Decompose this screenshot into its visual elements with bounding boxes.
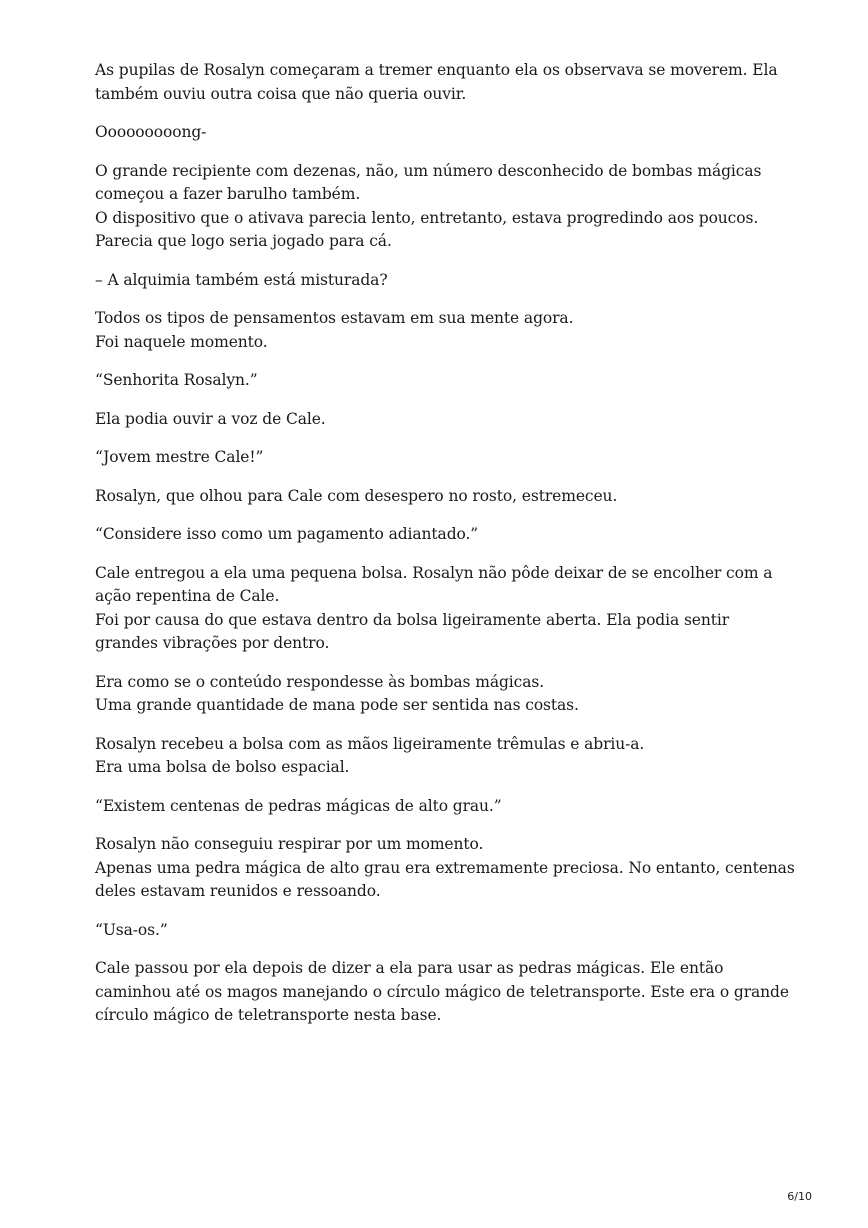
paragraph — [95, 369, 795, 393]
text-line: deles estavam reunidos e ressoando. — [95, 882, 381, 900]
paragraph — [95, 160, 795, 254]
text-line: círculo mágico de teletransporte nesta base. — [95, 1006, 442, 1024]
text-line: Ela podia ouvir a voz de Cale. — [95, 409, 326, 428]
text-line: Cale passou por ela depois de dizer a ela para usar as pedras mágicas. Ele então — [95, 959, 724, 977]
paragraph — [95, 408, 795, 432]
text-line: Rosalyn recebeu a bolsa com as mãos ligeiramente trêmulas e abriu-a. — [95, 734, 645, 753]
text-line: grandes vibrações por dentro. — [95, 634, 330, 652]
paragraph — [95, 121, 795, 145]
paragraph — [95, 485, 795, 509]
text-line: Parecia que logo seria jogado para cá. — [95, 232, 392, 250]
text-line: Cale entregou a ela uma pequena bolsa. Rosalyn não pôde deixar de se encolher com a — [95, 563, 773, 582]
text-line: começou a fazer barulho também. — [95, 185, 361, 203]
text-line: O grande recipiente com dezenas, não, um número desconhecido de bombas mágicas — [95, 161, 762, 180]
text-line: Era uma bolsa de bolso espacial. — [95, 758, 350, 776]
text-line: Rosalyn não conseguiu respirar por um momento. — [95, 835, 484, 853]
text-line: Ooooooooong- — [95, 123, 207, 141]
document-body — [95, 59, 795, 1043]
paragraph — [95, 59, 795, 106]
text-line: O dispositivo que o ativava parecia lento, entretanto, estava progredindo aos poucos. — [95, 208, 759, 227]
text-line: “Considere isso como um pagamento adiantado.” — [95, 525, 479, 543]
text-line: – A alquimia também está misturada? — [95, 270, 388, 289]
paragraph — [95, 957, 795, 1028]
paragraph — [95, 523, 795, 547]
text-line: Rosalyn, que olhou para Cale com desespero no rosto, estremeceu. — [95, 486, 618, 505]
text-line: Todos os tipos de pensamentos estavam em sua mente agora. — [95, 309, 574, 327]
text-line: Era como se o conteúdo respondesse às bombas mágicas. — [95, 672, 545, 691]
text-line: Apenas uma pedra mágica de alto grau era extremamente preciosa. No entanto, centenas — [95, 858, 795, 877]
page-number: 6/10 — [787, 1190, 812, 1203]
text-line: “Usa-os.” — [95, 920, 168, 939]
text-line: Uma grande quantidade de mana pode ser sentida nas costas. — [95, 696, 579, 714]
paragraph — [95, 562, 795, 656]
paragraph — [95, 671, 795, 718]
text-line: “Existem centenas de pedras mágicas de alto grau.” — [95, 796, 502, 815]
paragraph — [95, 269, 795, 293]
text-line: caminhou até os magos manejando o círculo mágico de teletransporte. Este era o grande — [95, 982, 789, 1001]
text-line: “Senhorita Rosalyn.” — [95, 371, 258, 389]
paragraph — [95, 446, 795, 470]
text-line: Foi naquele momento. — [95, 332, 268, 351]
paragraph — [95, 795, 795, 819]
paragraph — [95, 307, 795, 354]
text-line: também ouviu outra coisa que não queria ouvir. — [95, 84, 467, 103]
text-line: ação repentina de Cale. — [95, 587, 280, 605]
text-line: “Jovem mestre Cale!” — [95, 448, 264, 466]
paragraph — [95, 833, 795, 904]
text-line: Foi por causa do que estava dentro da bolsa ligeiramente aberta. Ela podia sentir — [95, 610, 730, 629]
text-line: As pupilas de Rosalyn começaram a tremer enquanto ela os observava se moverem. Ela — [95, 61, 778, 79]
paragraph — [95, 919, 795, 943]
paragraph — [95, 733, 795, 780]
